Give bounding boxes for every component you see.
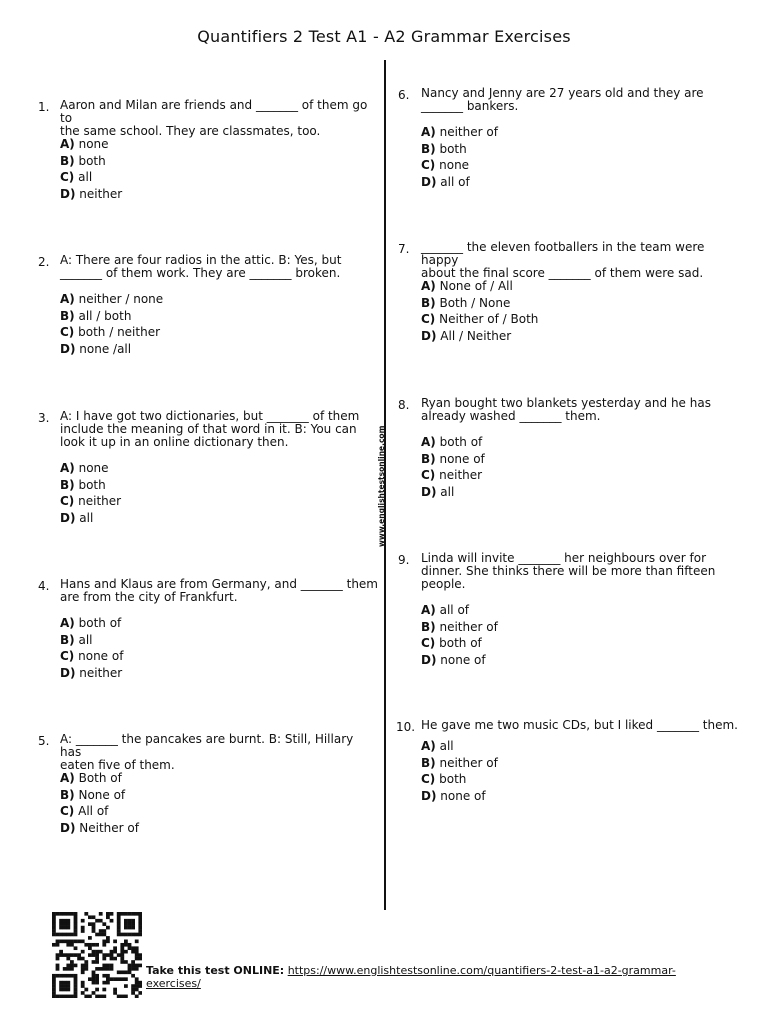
option-text: all / both [78, 308, 132, 323]
option-letter: B) [421, 619, 436, 634]
option-text: All of [78, 804, 109, 818]
answer-options [421, 278, 538, 344]
answer-options [60, 460, 121, 526]
option-letter: D) [421, 652, 437, 667]
option-letter: A) [60, 771, 75, 785]
watermark-url: www.englishtestsonline.com [377, 425, 386, 547]
option-text: None of [78, 787, 126, 802]
option-letter: C) [60, 325, 75, 339]
question-text: Nancy and Jenny are 27 years old and they are _______ bankers. [421, 86, 704, 113]
option-letter: A) [421, 279, 436, 293]
option-text: both / neither [78, 325, 161, 339]
option-letter: C) [60, 649, 75, 663]
answer-option[interactable] [60, 460, 121, 477]
question-text: Hans and Klaus are from Germany, and _______ them are from the city of Frankfurt. [60, 577, 378, 604]
option-letter: D) [421, 788, 437, 803]
option-letter: A) [421, 603, 436, 617]
option-text: all [78, 632, 93, 647]
option-letter: B) [60, 787, 75, 802]
answer-option[interactable] [60, 493, 121, 510]
option-text: all [439, 739, 454, 753]
option-letter: C) [421, 636, 436, 650]
option-letter: D) [421, 484, 437, 499]
option-text: both of [439, 435, 483, 449]
answer-options [421, 124, 498, 190]
answer-option[interactable] [60, 787, 139, 804]
option-letter: D) [421, 174, 437, 189]
answer-option[interactable] [60, 477, 121, 494]
answer-option[interactable] [60, 169, 122, 186]
answer-option[interactable] [421, 467, 485, 484]
option-text: neither [79, 665, 123, 680]
answer-option[interactable] [60, 308, 163, 325]
question-number: 8. [398, 398, 410, 412]
option-text: all [440, 484, 455, 499]
question-number: 9. [398, 553, 410, 567]
answer-option[interactable] [421, 434, 485, 451]
answer-option[interactable] [421, 328, 538, 345]
option-letter: C) [421, 158, 436, 172]
option-text: Neither of / Both [439, 312, 539, 326]
answer-option[interactable] [60, 665, 123, 682]
answer-option[interactable] [60, 803, 139, 820]
option-text: Both of [78, 771, 122, 785]
option-text: None of / All [439, 279, 513, 293]
question-number: 2. [38, 255, 50, 269]
option-letter: D) [60, 186, 76, 201]
question-number: 4. [38, 579, 50, 593]
option-text: neither [79, 186, 123, 201]
option-text: none of [440, 788, 486, 803]
option-text: all [79, 510, 94, 525]
option-letter: B) [60, 153, 75, 168]
answer-option[interactable] [421, 124, 498, 141]
answer-option[interactable] [60, 136, 122, 153]
option-text: both [78, 477, 106, 492]
question-text: A: I have got two dictionaries, but _______ of them include the meaning of that word in it. B: You can look it up in an online dictionary then. [60, 409, 360, 449]
answer-option[interactable] [421, 484, 485, 501]
option-letter: B) [421, 141, 436, 156]
option-letter: C) [421, 772, 436, 786]
option-text: neither of [439, 619, 498, 634]
answer-options [421, 602, 498, 668]
option-text: both [78, 153, 106, 168]
option-letter: D) [60, 341, 76, 356]
option-letter: C) [60, 170, 75, 184]
answer-options [60, 291, 163, 357]
footer [146, 964, 686, 990]
option-text: none /all [79, 341, 132, 356]
option-text: neither of [439, 125, 498, 139]
option-text: both [439, 141, 467, 156]
option-letter: B) [60, 632, 75, 647]
test-online-link[interactable]: https://www.englishtestsonline.com/quantifiers-2-test-a1-a2-grammar-exercises/ [146, 964, 676, 990]
question-text: He gave me two music CDs, but I liked _______ them. [421, 718, 738, 732]
answer-option[interactable] [60, 153, 122, 170]
answer-options [421, 434, 485, 500]
question-text: Linda will invite _______ her neighbours over for dinner. She thinks there will be more than fifteen people. [421, 551, 716, 591]
option-letter: D) [60, 510, 76, 525]
option-letter: D) [60, 820, 76, 835]
option-text: both of [439, 636, 482, 650]
option-text: both [439, 772, 467, 786]
option-text: none of [439, 451, 485, 466]
option-letter: A) [421, 739, 436, 753]
option-text: none of [440, 652, 486, 667]
option-text: All / Neither [440, 328, 512, 343]
answer-option[interactable] [60, 324, 163, 341]
option-letter: B) [421, 295, 436, 310]
qr-code-icon [52, 912, 142, 998]
option-letter: B) [60, 477, 75, 492]
question-number: 3. [38, 411, 50, 425]
option-text: none [78, 137, 109, 151]
question-text: A: _______ the pancakes are burnt. B: Still, Hillary has eaten five of them. [60, 732, 354, 772]
option-letter: B) [421, 451, 436, 466]
option-letter: C) [421, 312, 436, 326]
answer-option[interactable] [421, 755, 498, 772]
answer-option[interactable] [60, 648, 123, 665]
option-text: all of [440, 174, 470, 189]
answer-option[interactable] [60, 820, 139, 837]
option-letter: A) [60, 137, 75, 151]
option-letter: D) [60, 665, 76, 680]
answer-options [60, 136, 122, 202]
option-text: none of [78, 649, 124, 663]
answer-option[interactable] [60, 186, 122, 203]
page-title: Quantifiers 2 Test A1 - A2 Grammar Exercises [197, 27, 571, 46]
answer-options [60, 770, 139, 836]
option-letter: C) [421, 468, 436, 482]
answer-option[interactable] [60, 291, 163, 308]
option-text: neither [78, 494, 122, 508]
option-text: all [78, 170, 93, 184]
question-text: Ryan bought two blankets yesterday and he has already washed _______ them. [421, 396, 711, 423]
answer-option[interactable] [60, 615, 123, 632]
answer-option[interactable] [421, 788, 498, 805]
option-letter: C) [60, 494, 75, 508]
answer-option[interactable] [421, 157, 498, 174]
option-letter: B) [60, 308, 75, 323]
answer-option[interactable] [421, 738, 498, 755]
option-letter: D) [421, 328, 437, 343]
answer-option[interactable] [421, 619, 498, 636]
question-number: 7. [398, 242, 410, 256]
answer-option[interactable] [60, 341, 163, 358]
option-text: neither / none [78, 292, 164, 306]
question-number: 10. [396, 720, 416, 734]
option-letter: A) [60, 461, 75, 475]
option-text: none [439, 158, 470, 172]
option-text: all of [439, 603, 470, 617]
answer-option[interactable] [421, 174, 498, 191]
answer-option[interactable] [60, 510, 121, 527]
option-text: neither of [439, 755, 498, 770]
question-number: 1. [38, 100, 50, 114]
footer-lead: Take this test ONLINE: [146, 964, 285, 977]
answer-option[interactable] [60, 632, 123, 649]
question-text: Aaron and Milan are friends and _______ of them go to the same school. They are classmates, too. [60, 98, 368, 138]
answer-options [60, 615, 123, 681]
answer-option[interactable] [421, 652, 498, 669]
answer-options [421, 738, 498, 804]
option-text: both of [78, 616, 122, 630]
answer-option[interactable] [60, 770, 139, 787]
question-number: 5. [38, 734, 50, 748]
option-letter: A) [421, 125, 436, 139]
option-text: neither [439, 468, 483, 482]
question-number: 6. [398, 88, 410, 102]
answer-option[interactable] [421, 602, 498, 619]
question-text: _______ the eleven footballers in the team were happy about the final score _______ of them were sad. [421, 240, 705, 280]
option-text: none [78, 461, 109, 475]
answer-option[interactable] [421, 295, 538, 312]
option-text: Both / None [439, 295, 511, 310]
answer-option[interactable] [421, 278, 538, 295]
question-text: A: There are four radios in the attic. B: Yes, but _______ of them work. They are _______ broken. [60, 253, 342, 280]
option-text: Neither of [79, 820, 139, 835]
answer-option[interactable] [421, 311, 538, 328]
answer-option[interactable] [421, 141, 498, 158]
answer-option[interactable] [421, 771, 498, 788]
option-letter: B) [421, 755, 436, 770]
answer-option[interactable] [421, 635, 498, 652]
option-letter: A) [60, 616, 75, 630]
option-letter: C) [60, 804, 75, 818]
option-letter: A) [421, 435, 436, 449]
option-letter: A) [60, 292, 75, 306]
answer-option[interactable] [421, 451, 485, 468]
